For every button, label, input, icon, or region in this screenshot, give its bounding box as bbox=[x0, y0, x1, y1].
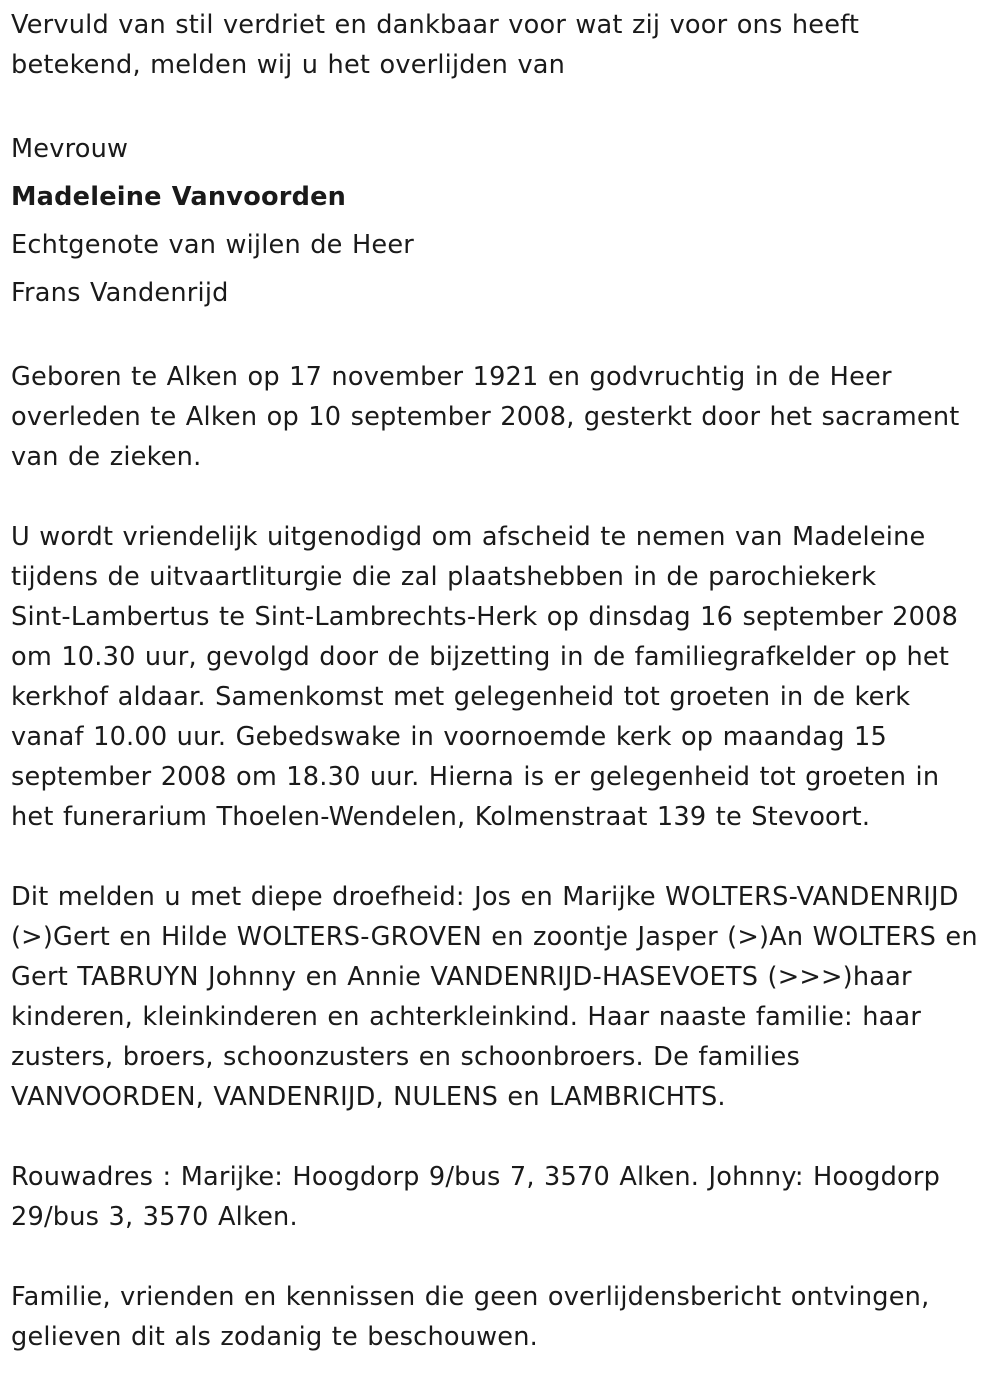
obituary-notice bbox=[11, 5, 996, 1397]
funeral-line: het funerarium Thoelen-Wendelen, Kolmenstraat 139 te Stevoort. bbox=[11, 802, 871, 832]
closing-line: Familie, vrienden en kennissen die geen overlijdensbericht ontvingen, bbox=[11, 1282, 930, 1312]
spouse-name: Frans Vandenrijd bbox=[11, 278, 229, 308]
funeral-line: vanaf 10.00 uur. Gebedswake in voornoemde kerk op maandag 15 bbox=[11, 722, 887, 752]
birth-death-paragraph bbox=[11, 357, 996, 477]
family-line: kinderen, kleinkinderen en achterkleinkind. Haar naaste familie: haar bbox=[11, 1002, 922, 1032]
intro-paragraph bbox=[11, 5, 996, 85]
family-paragraph bbox=[11, 877, 996, 1117]
deceased-block bbox=[11, 125, 996, 317]
family-line: Dit melden u met diepe droefheid: Jos en Marijke WOLTERS-VANDENRIJD bbox=[11, 882, 959, 912]
address-paragraph bbox=[11, 1157, 996, 1237]
closing-paragraph bbox=[11, 1277, 996, 1357]
closing-line: gelieven dit als zodanig te beschouwen. bbox=[11, 1322, 538, 1352]
family-line: zusters, broers, schoonzusters en schoonbroers. De families bbox=[11, 1042, 800, 1072]
family-line: Gert TABRUYN Johnny en Annie VANDENRIJD-HASEVOETS (>>>)haar bbox=[11, 962, 912, 992]
address-line: Rouwadres : Marijke: Hoogdorp 9/bus 7, 3570 Alken. Johnny: Hoogdorp bbox=[11, 1162, 941, 1192]
funeral-line: tijdens de uitvaartliturgie die zal plaatshebben in de parochiekerk bbox=[11, 562, 877, 592]
funeral-line: kerkhof aldaar. Samenkomst met gelegenheid tot groeten in de kerk bbox=[11, 682, 911, 712]
intro-line: betekend, melden wij u het overlijden van bbox=[11, 50, 566, 80]
intro-line: Vervuld van stil verdriet en dankbaar voor wat zij voor ons heeft bbox=[11, 10, 860, 40]
spouse-prefix: Echtgenote van wijlen de Heer bbox=[11, 230, 415, 260]
address-line: 29/bus 3, 3570 Alken. bbox=[11, 1202, 298, 1232]
birth-death-line: overleden te Alken op 10 september 2008, gesterkt door het sacrament bbox=[11, 402, 960, 432]
deceased-name: Madeleine Vanvoorden bbox=[11, 182, 347, 212]
family-line: VANVOORDEN, VANDENRIJD, NULENS en LAMBRICHTS. bbox=[11, 1082, 726, 1112]
funeral-line: om 10.30 uur, gevolgd door de bijzetting in de familiegrafkelder op het bbox=[11, 642, 950, 672]
funeral-line: U wordt vriendelijk uitgenodigd om afscheid te nemen van Madeleine bbox=[11, 522, 926, 552]
family-line: (>)Gert en Hilde WOLTERS-GROVEN en zoontje Jasper (>)An WOLTERS en bbox=[11, 922, 978, 952]
birth-death-line: Geboren te Alken op 17 november 1921 en godvruchtig in de Heer bbox=[11, 362, 892, 392]
funeral-paragraph bbox=[11, 517, 996, 837]
birth-death-line: van de zieken. bbox=[11, 442, 202, 472]
salutation: Mevrouw bbox=[11, 134, 129, 164]
funeral-line: Sint-Lambertus te Sint-Lambrechts-Herk op dinsdag 16 september 2008 bbox=[11, 602, 959, 632]
funeral-line: september 2008 om 18.30 uur. Hierna is er gelegenheid tot groeten in bbox=[11, 762, 940, 792]
